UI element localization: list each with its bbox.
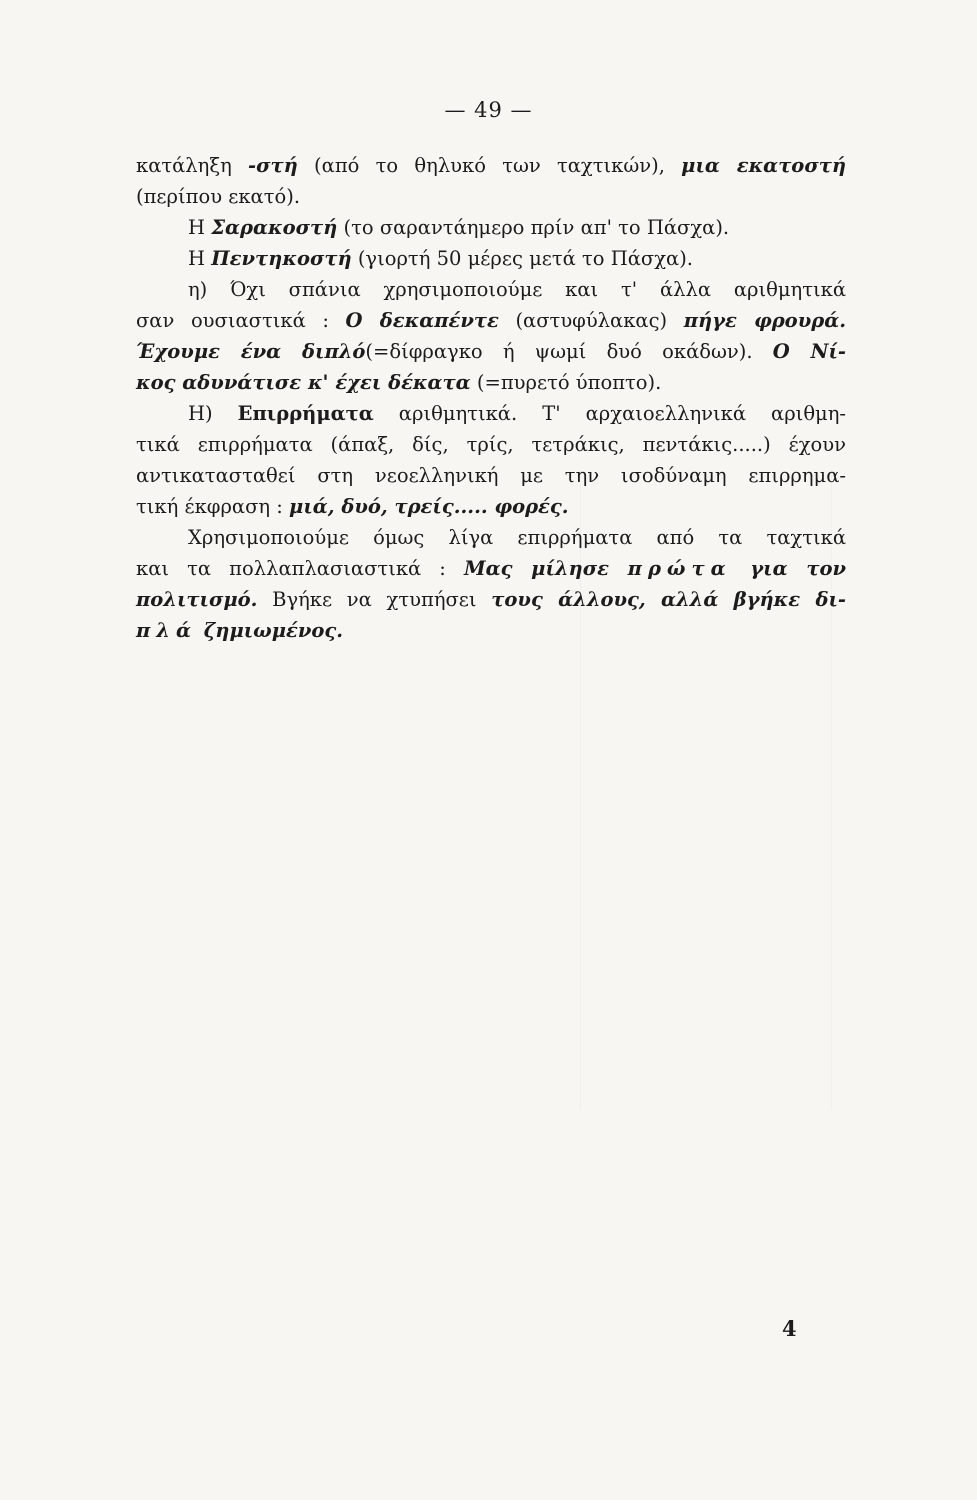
text-run: Μας μίλησε <box>464 557 628 580</box>
text-run: (από το θηλυκό των ταχτικών), <box>297 154 682 177</box>
text-run: και τα πολλαπλασιαστικά : <box>136 557 464 580</box>
text-run: Έχουμε ένα διπλό <box>136 340 366 363</box>
text-run: (γιορτή 50 μέρες μετά το Πάσχα). <box>351 247 694 270</box>
text-run: σαν ουσιαστικά : <box>136 309 346 332</box>
text-run: Πεντηκοστή <box>211 247 352 270</box>
text-line <box>136 429 846 460</box>
page-number-top: — 49 — <box>444 98 533 122</box>
text-run: Βγήκε να χτυπήσει <box>257 588 492 611</box>
text-line <box>136 522 846 553</box>
text-line <box>136 305 846 336</box>
text-run: (=πυρετό ύποπτο). <box>470 371 662 394</box>
text-line <box>136 584 846 615</box>
text-line <box>136 212 846 243</box>
text-run: κατάληξη <box>136 154 249 177</box>
text-run: Η) <box>188 402 238 425</box>
text-run: πολιτισμό. <box>136 588 258 611</box>
text-run: για τον <box>731 557 846 580</box>
text-run: τους άλλους, αλλά βγήκε δι- <box>491 588 846 611</box>
text-run: η) Όχι σπάνια χρησιμοποιούμε και τ' άλλα αριθμητικά <box>188 278 846 301</box>
text-run: Ο δεκαπέντε <box>345 309 499 332</box>
main-text <box>136 150 846 646</box>
text-run: (περίπου εκατό). <box>136 185 301 208</box>
text-line <box>136 243 846 274</box>
text-line <box>136 460 846 491</box>
text-run: τικά επιρρήματα (άπαξ, δίς, τρίς, τετράκις, πεντάκις.....) έχουν <box>136 433 846 456</box>
text-run: μιά, δυό, τρείς..... φορές. <box>289 495 569 518</box>
text-line <box>136 181 846 212</box>
text-run: πήγε φρουρά. <box>683 309 846 332</box>
text-run: Επιρρήματα <box>237 402 374 425</box>
text-run: μια εκατοστή <box>681 154 846 177</box>
text-run: (το σαραντάημερο πρίν απ' το Πάσχα). <box>337 216 730 239</box>
text-line <box>136 274 846 305</box>
text-run: Η <box>188 216 212 239</box>
text-run: Σαρακοστή <box>211 216 338 239</box>
text-line <box>136 398 846 429</box>
text-line <box>136 615 846 646</box>
text-run: -στή <box>248 154 298 177</box>
text-line <box>136 491 846 522</box>
text-run: Χρησιμοποιούμε όμως λίγα επιρρήματα από τα ταχτικά <box>188 526 846 549</box>
text-run: Ο Νί- <box>772 340 846 363</box>
text-line <box>136 553 846 584</box>
text-run: Η <box>188 247 212 270</box>
text-run: πρώτα <box>627 557 732 580</box>
page-number-bottom: 4 <box>782 1316 797 1341</box>
text-run: κος αδυνάτισε κ' έχει δέκατα <box>136 371 471 394</box>
text-run: (αστυφύλακας) <box>498 309 684 332</box>
text-line <box>136 367 846 398</box>
text-line <box>136 336 846 367</box>
text-run: πλά <box>136 619 197 642</box>
text-run: ζημιωμένος. <box>196 619 344 642</box>
text-run: αντικατασταθεί στη νεοελληνική με την ισοδύναμη επιρρημα- <box>136 464 846 487</box>
text-run: αριθμητικά. Τ' αρχαιοελληνικά αριθμη- <box>373 402 846 425</box>
text-line <box>136 150 846 181</box>
text-run: τική έκφραση : <box>136 495 290 518</box>
text-run: (=δίφραγκο ή ψωμί δυό οκάδων). <box>365 340 773 363</box>
